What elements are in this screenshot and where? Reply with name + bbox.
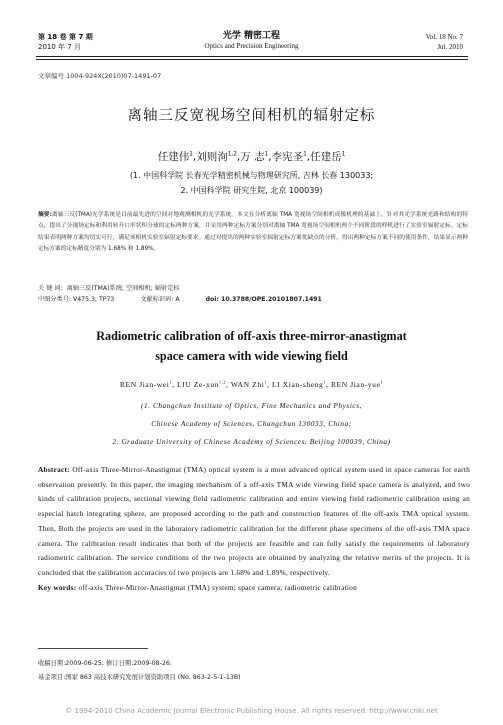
volume-en: Vol. 18 No. 7 <box>425 33 463 41</box>
article-number: 文章编号 1004-924X(2010)07-1491-07 <box>38 72 162 80</box>
affiliation-cn-2: 2. 中国科学院 研究生院, 北京 100039) <box>180 186 323 195</box>
keywords-cn-label: 关 键 词: <box>38 285 63 292</box>
author-en: REN Jian-wei$^1$ <box>119 379 173 389</box>
author-cn: 任建岳$^1$ <box>310 151 346 163</box>
keywords-cn <box>38 283 180 292</box>
author-en: WAN Zhi$^1$ <box>230 379 268 389</box>
keywords-en-text: off-axis Three-Mirror-Anastigmat (TMA) system; space camera; radiometric calibration <box>78 582 357 592</box>
volume-cn: 第 18 卷 第 7 期 <box>38 33 93 41</box>
title-en <box>0 326 503 366</box>
keywords-en-label: Key words: <box>38 582 77 592</box>
abstract-cn <box>38 210 468 256</box>
author-cn: 刘则洵$^{1,2}$ <box>196 151 237 163</box>
keywords-cn-text: 离轴三反(TMA)系统; 空间相机; 辐射定标 <box>66 285 180 292</box>
affiliation-en-1: (1. Changchun Institute of Optics, Fine Mechanics and Physics, <box>140 402 363 410</box>
footnote-rule <box>38 648 148 649</box>
abstract-cn-label: 摘要: <box>38 212 52 218</box>
classification-line <box>38 294 348 303</box>
affiliation-en-3: 2. Graduate University of Chinese Academy of Sciences, Beijing 100039, China) <box>112 438 391 446</box>
header-rule-thin <box>36 59 468 60</box>
abstract-en-text: Off-axis Three-Mirror-Anastigmat (TMA) optical system is a most advanced optical system used in space cameras for earth observation presently. In this paper, the imaging mechanism of a off-axis TMA wide viewing field space camera is analyzed, and two kinds of calibration projects, sectional viewing field radiometric calibration and entire viewing field radiometric calibration using an especial hatch integrating sphere, are proposed according to the path and construction features of the off-axis TMA optical system. Then, Both the projects are used in the laboratory radiometric calibration for the different phase specimens of the off-axis TMA space camera. The calibration result indicates that both of the projects are feasible and can fully satisfy the requirements of laboratory radiometric calibration. The service conditions of the two projects are obtained by analyzing the relative merits of the projects. It is concluded that the calibration accuracies of two projects are 1.68% and 1.89%, respectively. <box>38 465 470 577</box>
clc-number: 中图分类号: V475.3; TP73 <box>38 296 115 303</box>
header-issue-en <box>426 32 463 52</box>
affiliation-cn-1: (1. 中国科学院 长春光学精密机械与物理研究所, 吉林 长春 130033; <box>129 171 374 180</box>
abstract-cn-text: 离轴三反(TMA)光学系统是目前最先进的空间对地观测相机的光学系统。本文在分析离轴 TMA 宽视场空间相机成像机理的基础上，针对其光学系统光路和结构的特点，提出了分视场定标和利用转开口形状积分球的定标两种方案，并采用两种定标方案分别对离轴 TMA 宽视场空间相机两个不同阶段的样机进行了实验室辐射定标。定标结果表明两种方案均切实可行，满足该相机实验室辐射定标要求。通过对提出的两种实验室辐射定标方案优缺点的分析，得出两种定标方案不同的使用条件，结果显示两种定标方案的定标精度分别为 1.68% 和 1.89%。 <box>38 212 468 253</box>
affiliation-en-2: Chinese Academy of Sciences, Changchun 130033, China; <box>151 420 352 428</box>
author-cn: 李宪圣$^1$ <box>271 151 307 163</box>
doi: doi: 10.3788/OPE.20101807.1491 <box>205 296 322 303</box>
header-rule-thick <box>36 56 468 57</box>
copyright-footer: © 1994-2010 China Academic Journal Electronic Publishing House. All rights reserved. http://www.cnki.net <box>65 707 438 715</box>
abstract-en <box>38 463 470 595</box>
authors-en: REN Jian-wei$^1$, LIU Ze-xun$^{1,2}$, WAN Zhi$^1$, LI Xian-sheng$^1$, REN Jian-yue$^1$ <box>119 379 384 389</box>
journal-title-en: Optics and Precision Engineering <box>204 42 299 50</box>
footnote-funding: 基金项目:国家 863 高技术研究发展计划资助项目 (No. 863-2-5-1-13B) <box>38 674 241 681</box>
abstract-en-label: Abstract: <box>38 465 70 474</box>
author-en: REN Jian-yue$^1$ <box>330 379 384 389</box>
title-en-line-1: Radiometric calibration of off-axis three-mirror-anastigmat <box>96 329 407 343</box>
author-cn: 万 志$^1$ <box>240 151 269 163</box>
document-code: 文献标识码: A <box>140 296 180 303</box>
title-en-line-2: space camera with wide viewing field <box>155 349 348 363</box>
journal-title-cn: 光学 精密工程 <box>222 31 281 41</box>
author-en: LIU Ze-xun$^{1,2}$ <box>177 379 226 389</box>
date-en: Jul. 2010 <box>437 43 463 51</box>
date-cn: 2010 年 7 月 <box>38 43 81 51</box>
footnote-received: 收稿日期:2009-06-25; 修订日期:2009-08-26. <box>38 660 172 667</box>
author-en: LI Xian-sheng$^1$ <box>272 379 326 389</box>
author-cn: 任建伟$^1$ <box>157 151 193 163</box>
title-cn: 离轴三反宽视场空间相机的辐射定标 <box>127 108 376 124</box>
authors-cn: 任建伟$^1$,刘则洵$^{1,2}$,万 志$^1$,李宪圣$^1$,任建岳$^1$ <box>157 151 346 163</box>
